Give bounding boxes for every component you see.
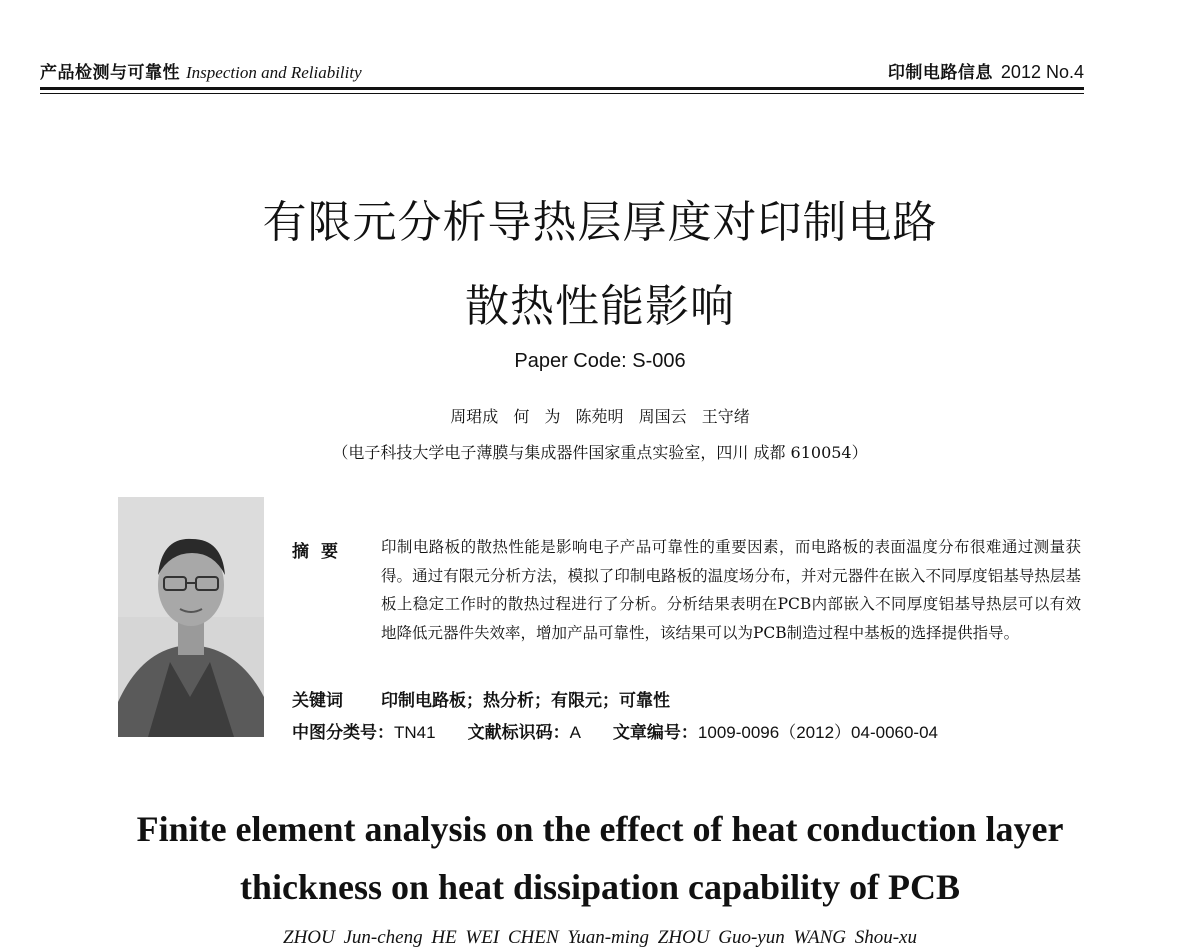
running-header-right xyxy=(888,58,1084,83)
classification-row xyxy=(292,718,938,743)
affiliation-cn: （电子科技大学电子薄膜与集成器件国家重点实验室，四川 成都 610054） xyxy=(332,443,868,462)
paper-code: Paper Code: S-006 xyxy=(514,350,686,372)
title-en-line1: Finite element analysis on the effect of heat conduction layer xyxy=(136,809,1064,849)
keywords-label: 关键词 xyxy=(292,691,343,711)
section-title-en: Inspection and Reliability xyxy=(186,63,362,82)
clc-value: TN41 xyxy=(394,723,436,742)
clc-label: 中图分类号： xyxy=(292,723,394,743)
section-title-cn: 产品检测与可靠性 xyxy=(40,63,180,83)
title-cn-line1: 有限元分析导热层厚度对印制电路 xyxy=(262,197,938,248)
journal-name: 印制电路信息 xyxy=(887,63,993,83)
abstract-text: 印制电路板的散热性能是影响电子产品可靠性的重要因素，而电路板的表面温度分布很难通过测量获得。通过有限元分析方法，模拟了印制电路板的温度场分布，并对元器件在嵌入不同厚度铝基导热层基板上稳定工作时的散热过程进行了分析。分析结果表明在PCB内部嵌入不同厚度铝基导热层可以有效地降低元器件失效率，增加产品可靠性，该结果可以为PCB制造过程中基板的选择提供指导。 xyxy=(381,538,1081,642)
authors-en: ZHOU Jun-cheng HE WEI CHEN Yuan-ming ZHOU Guo-yun WANG Shou-xu xyxy=(283,927,917,948)
title-en-line2: thickness on heat dissipation capability of PCB xyxy=(239,867,961,907)
header-rule-thin xyxy=(40,93,1084,94)
doc-code-value: A xyxy=(569,723,581,742)
keywords-row xyxy=(292,686,670,711)
doc-code-label: 文献标识码： xyxy=(467,723,570,743)
abstract-label: 摘要 xyxy=(292,542,350,562)
header-rule-thick xyxy=(40,87,1084,90)
author-photo xyxy=(118,497,264,737)
article-number-value: 1009-0096（2012）04-0060-04 xyxy=(697,723,938,742)
issue-number: 2012 No.4 xyxy=(1000,62,1084,82)
running-header-left xyxy=(40,58,362,83)
title-cn-line2: 散热性能影响 xyxy=(465,281,735,332)
article-number-label: 文章编号： xyxy=(612,723,698,743)
author-portrait-figure xyxy=(118,497,264,737)
authors-cn: 周珺成 何 为 陈苑明 周国云 王守绪 xyxy=(450,407,750,426)
keywords-values: 印制电路板；热分析；有限元；可靠性 xyxy=(381,691,670,711)
